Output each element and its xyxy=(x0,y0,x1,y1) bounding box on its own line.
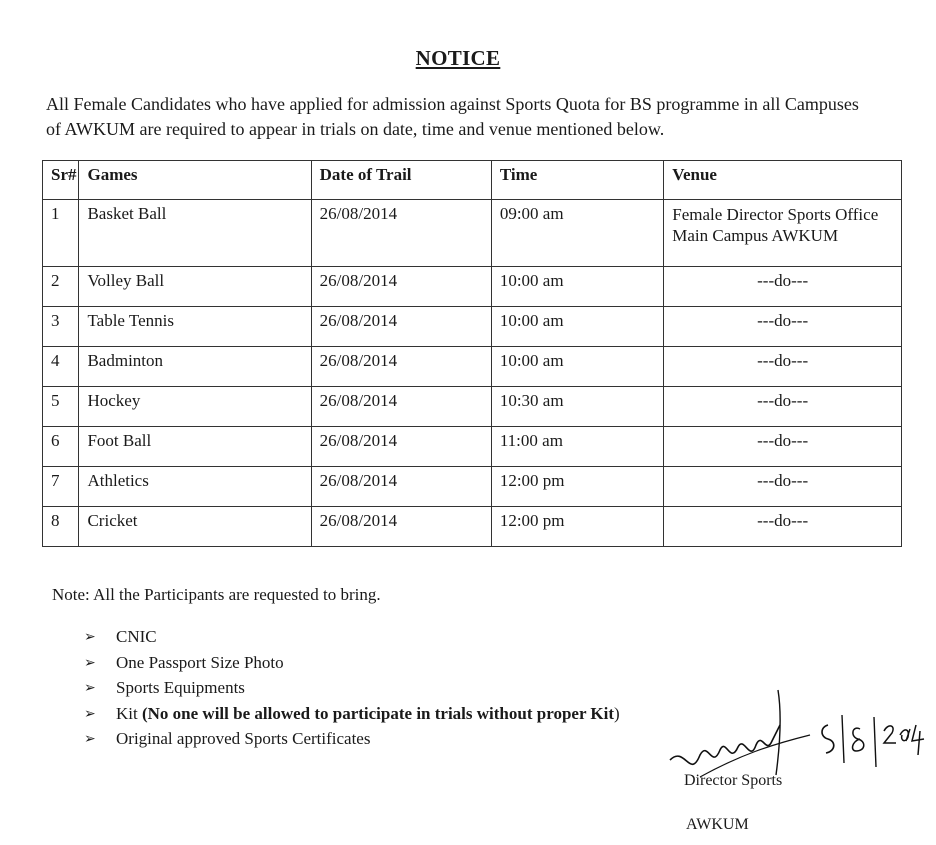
table-header-row xyxy=(43,161,902,200)
list-item xyxy=(84,626,620,652)
table-row xyxy=(43,267,902,307)
cell-venue: ---do--- xyxy=(664,347,902,387)
cell-sr: 6 xyxy=(43,427,79,467)
cell-date: 26/08/2014 xyxy=(311,347,491,387)
cell-sr: 3 xyxy=(43,307,79,347)
kit-label: Kit xyxy=(116,703,142,723)
list-item xyxy=(84,677,620,703)
list-item-text: Original approved Sports Certificates xyxy=(116,729,371,748)
cell-game: Badminton xyxy=(79,347,311,387)
arrowhead-bullet-icon: ➢ xyxy=(84,705,96,722)
cell-venue: Female Director Sports Office Main Campus AWKUM xyxy=(664,200,902,267)
cell-venue: ---do--- xyxy=(664,467,902,507)
list-item xyxy=(84,652,620,678)
list-item-text: CNIC xyxy=(116,627,157,646)
arrowhead-bullet-icon: ➢ xyxy=(84,654,96,671)
signer-organization: AWKUM xyxy=(686,816,749,833)
header-time: Time xyxy=(491,161,663,200)
cell-game: Foot Ball xyxy=(79,427,311,467)
cell-game: Volley Ball xyxy=(79,267,311,307)
list-item xyxy=(84,703,620,729)
table-row xyxy=(43,387,902,427)
header-games: Games xyxy=(79,161,311,200)
cell-date: 26/08/2014 xyxy=(311,507,491,547)
cell-venue: ---do--- xyxy=(664,507,902,547)
cell-game: Cricket xyxy=(79,507,311,547)
cell-game: Basket Ball xyxy=(79,200,311,267)
arrowhead-bullet-icon: ➢ xyxy=(84,680,96,696)
trials-schedule-table xyxy=(42,160,902,547)
cell-sr: 8 xyxy=(43,507,79,547)
table-row xyxy=(43,507,902,547)
cell-venue: ---do--- xyxy=(664,307,902,347)
list-item-text xyxy=(116,703,620,729)
kit-warning: (No one will be allowed to participate in trials without proper Kit xyxy=(141,703,615,723)
signer-title: Director Sports xyxy=(684,772,783,789)
cell-venue: ---do--- xyxy=(664,387,902,427)
cell-sr: 1 xyxy=(43,200,79,267)
cell-sr: 5 xyxy=(43,387,79,427)
list-item xyxy=(84,728,620,754)
list-item-text: Sports Equipments xyxy=(116,678,245,697)
cell-date: 26/08/2014 xyxy=(311,267,491,307)
table-row xyxy=(43,307,902,347)
cell-sr: 7 xyxy=(43,467,79,507)
table-row xyxy=(43,347,902,387)
notice-title: NOTICE xyxy=(415,46,501,70)
cell-venue: ---do--- xyxy=(664,267,902,307)
cell-time: 09:00 am xyxy=(491,200,663,267)
cell-time: 12:00 pm xyxy=(491,507,663,547)
list-item-text: One Passport Size Photo xyxy=(116,652,284,672)
cell-date: 26/08/2014 xyxy=(311,307,491,347)
kit-paren: ) xyxy=(614,703,620,723)
cell-time: 11:00 am xyxy=(491,427,663,467)
header-sr: Sr# xyxy=(43,161,79,200)
note-text: Note: All the Participants are requested to bring. xyxy=(52,585,381,604)
table-row xyxy=(43,427,902,467)
cell-sr: 4 xyxy=(43,347,79,387)
cell-time: 10:00 am xyxy=(491,347,663,387)
cell-game: Hockey xyxy=(79,387,311,427)
requirements-list xyxy=(84,626,620,754)
cell-time: 10:30 am xyxy=(491,387,663,427)
cell-date: 26/08/2014 xyxy=(311,387,491,427)
cell-game: Athletics xyxy=(79,467,311,507)
header-venue: Venue xyxy=(664,161,902,200)
cell-sr: 2 xyxy=(43,267,79,307)
arrowhead-bullet-icon: ➢ xyxy=(84,731,96,747)
cell-time: 12:00 pm xyxy=(491,467,663,507)
cell-date: 26/08/2014 xyxy=(311,427,491,467)
cell-time: 10:00 am xyxy=(491,307,663,347)
cell-venue: ---do--- xyxy=(664,427,902,467)
table-row xyxy=(43,200,902,267)
notice-intro: All Female Candidates who have applied for admission against Sports Quota for BS programme in all Campuses of AWKUM are required to appear in trials on date, time and venue mentioned below. xyxy=(46,94,859,139)
header-date: Date of Trail xyxy=(311,161,491,200)
arrowhead-bullet-icon: ➢ xyxy=(84,629,96,645)
cell-date: 26/08/2014 xyxy=(311,200,491,267)
cell-game: Table Tennis xyxy=(79,307,311,347)
cell-time: 10:00 am xyxy=(491,267,663,307)
table-row xyxy=(43,467,902,507)
cell-date: 26/08/2014 xyxy=(311,467,491,507)
